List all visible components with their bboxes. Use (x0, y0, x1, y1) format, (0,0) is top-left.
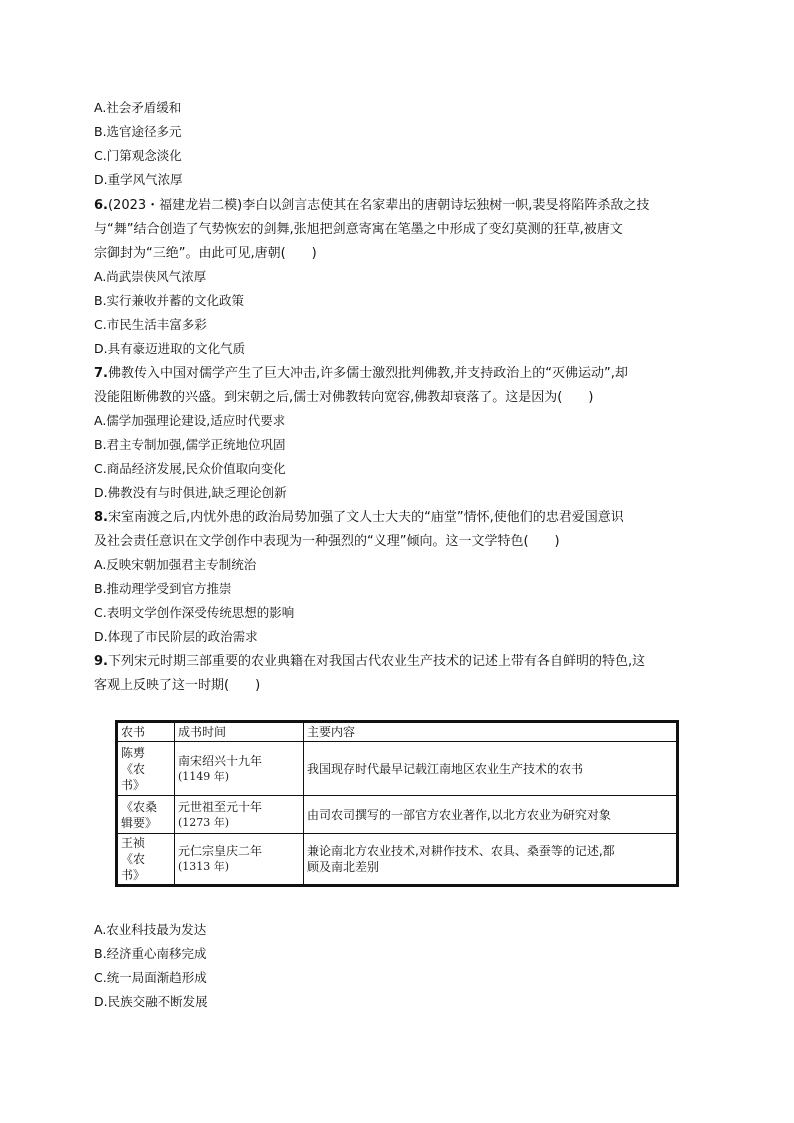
table-row (117, 834, 678, 886)
table-cell-content: 兼论南北方农业技术,对耕作技术、农具、桑蚕等的记述,都 顾及南北差别 (304, 834, 678, 886)
question-number: 7. (94, 366, 108, 381)
table-header: 农书 (117, 722, 175, 742)
table-cell-content: 由司农司撰写的一部官方农业著作,以北方农业为研究对象 (304, 796, 678, 834)
question-stem-line: 下列宋元时期三部重要的农业典籍在对我国古代农业生产技术的记述上带有各自鲜明的特色,这 (107, 654, 646, 669)
q8-option-a[interactable]: A.反映宋朝加强君主专制统治 (94, 557, 257, 572)
q7-option-d[interactable]: D.佛教没有与时俱进,缺乏理论创新 (94, 485, 287, 500)
q6-option-b[interactable]: B.实行兼收并蓄的文化政策 (94, 293, 245, 308)
table-cell-book: 陈旉 《农 书》 (117, 742, 175, 796)
question-stem-line: (2023・福建龙岩二模)李白以剑言志使其在名家辈出的唐朝诗坛独树一帜,裴旻将陷阵杀敌之技 (107, 198, 650, 213)
question-stem-line: 佛教传入中国对儒学产生了巨大冲击,许多儒士激烈批判佛教,并支持政治上的“灭佛运动”,却 (107, 366, 628, 381)
question-7 (94, 362, 694, 410)
question-stem-line: 宗御封为“三绝”。由此可见,唐朝( ) (94, 246, 317, 261)
q6-option-d[interactable]: D.具有豪迈进取的文化气质 (94, 341, 246, 356)
question-stem-line: 宋室南渡之后,内忧外患的政治局势加强了文人士大夫的“庙堂”情怀,使他们的忠君爱国意识 (107, 510, 624, 525)
question-stem-line: 与“舞”结合创造了气势恢宏的剑舞,张旭把剑意寄寓在笔墨之中形成了变幻莫测的狂草,被唐文 (94, 222, 623, 237)
table-cell-content: 我国现存时代最早记载江南地区农业生产技术的农书 (304, 742, 678, 796)
agricultural-books-table (115, 720, 679, 887)
q7-option-c[interactable]: C.商品经济发展,民众价值取向变化 (94, 461, 286, 476)
table-row (117, 742, 678, 796)
q7-option-a[interactable]: A.儒学加强理论建设,适应时代要求 (94, 413, 286, 428)
question-number: 8. (94, 510, 108, 525)
q7-option-b[interactable]: B.君主专制加强,儒学正统地位巩固 (94, 437, 286, 452)
table-cell-time: 元仁宗皇庆二年 (1313 年) (175, 834, 304, 886)
question-stem-line: 没能阻断佛教的兴盛。到宋朝之后,儒士对佛教转向宽容,佛教却衰落了。这是因为( ) (94, 390, 594, 405)
question-9 (94, 650, 694, 698)
prev-option-c[interactable]: C.门第观念淡化 (94, 148, 182, 163)
question-number: 6. (94, 198, 108, 213)
q9-option-d[interactable]: D.民族交融不断发展 (94, 994, 208, 1009)
table-header-row (117, 722, 678, 742)
prev-option-b[interactable]: B.选官途径多元 (94, 124, 182, 139)
question-number: 9. (94, 654, 108, 669)
q8-option-c[interactable]: C.表明文学创作深受传统思想的影响 (94, 605, 295, 620)
question-6 (94, 194, 694, 266)
table-cell-time: 元世祖至元十年 (1273 年) (175, 796, 304, 834)
table-row (117, 796, 678, 834)
prev-option-a[interactable]: A.社会矛盾缓和 (94, 100, 182, 115)
table-cell-time: 南宋绍兴十九年 (1149 年) (175, 742, 304, 796)
q6-option-c[interactable]: C.市民生活丰富多彩 (94, 317, 207, 332)
q8-option-b[interactable]: B.推动理学受到官方推崇 (94, 581, 232, 596)
table-cell-book: 《农桑 辑要》 (117, 796, 175, 834)
table-header: 成书时间 (175, 722, 304, 742)
q9-option-b[interactable]: B.经济重心南移完成 (94, 946, 207, 961)
table-cell-book: 王祯 《农 书》 (117, 834, 175, 886)
question-stem-line: 客观上反映了这一时期( ) (94, 678, 261, 693)
question-8 (94, 506, 694, 554)
q9-option-c[interactable]: C.统一局面渐趋形成 (94, 970, 207, 985)
prev-option-d[interactable]: D.重学风气浓厚 (94, 172, 183, 187)
q6-option-a[interactable]: A.尚武崇侠风气浓厚 (94, 269, 207, 284)
question-stem-line: 及社会责任意识在文学创作中表现为一种强烈的“义理”倾向。这一文学特色( ) (94, 534, 560, 549)
q8-option-d[interactable]: D.体现了市民阶层的政治需求 (94, 629, 258, 644)
table-header: 主要内容 (304, 722, 678, 742)
q9-option-a[interactable]: A.农业科技最为发达 (94, 922, 207, 937)
